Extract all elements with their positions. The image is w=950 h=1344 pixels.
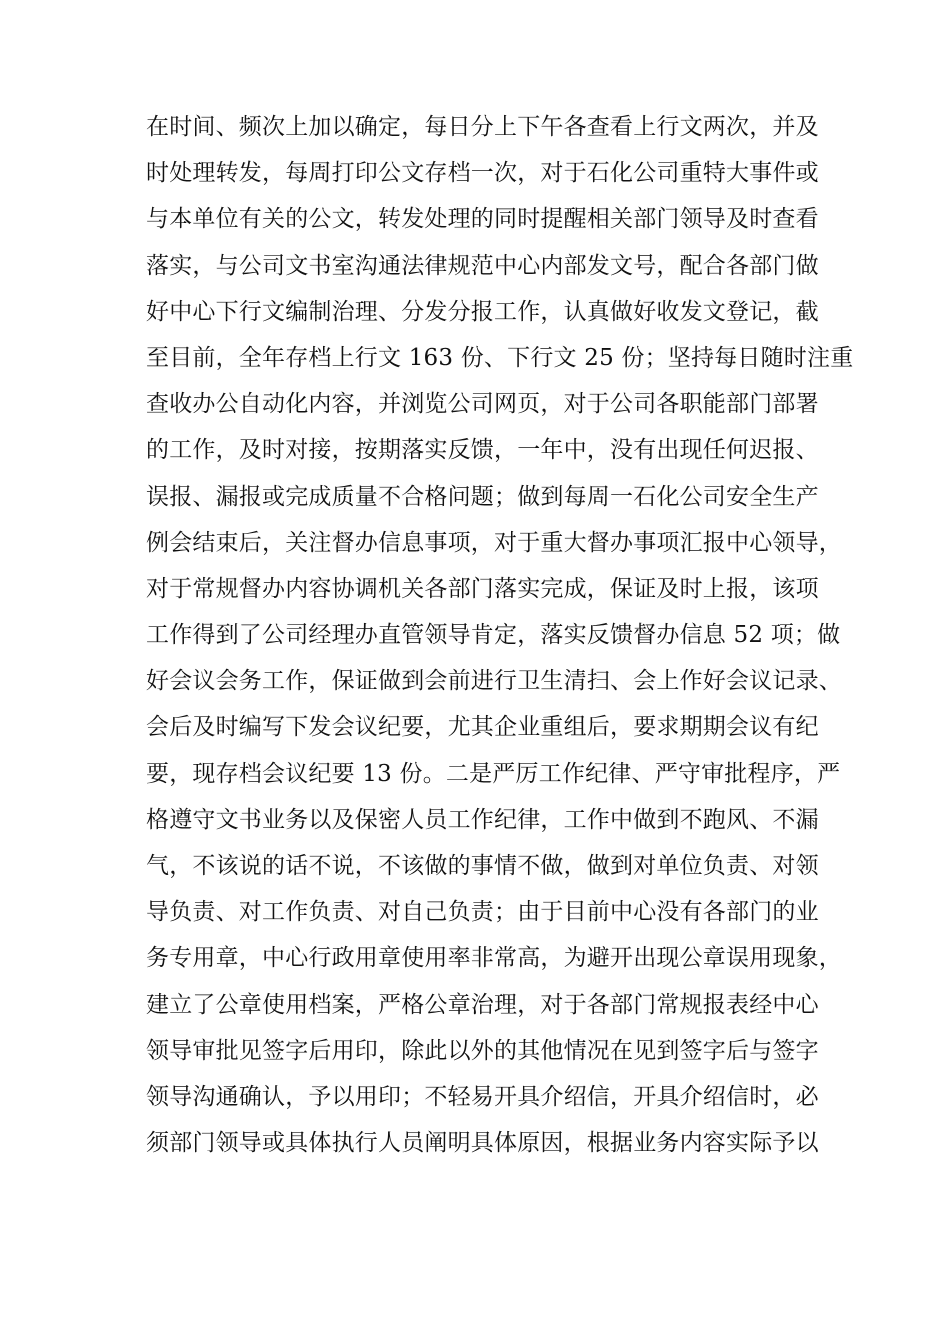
text-line: 误报、漏报或完成质量不合格问题；做到每周一石化公司安全生产 [146,483,819,510]
text-line: 在时间、频次上加以确定，每日分上下午各查看上行文两次，并及 [146,114,819,140]
text-line: 工作得到了公司经理办直管领导肯定，落实反馈督办信息 52 项；做 [146,622,841,649]
text-line: 气，不该说的话不说，不该做的事情不做，做到对单位负责、对领 [146,853,819,879]
text-line: 领导沟通确认，予以用印；不轻易开具介绍信，开具介绍信时，必 [146,1083,819,1110]
text-line: 好会议会务工作，保证做到会前进行卫生清扫、会上作好会议记录、 [146,668,842,695]
text-line: 好中心下行文编制治理、分发分报工作，认真做好收发文登记，截 [146,298,819,325]
text-line: 时处理转发，每周打印公文存档一次，对于石化公司重特大事件或 [146,160,819,187]
text-line: 对于常规督办内容协调机关各部门落实完成，保证及时上报，该项 [146,575,819,602]
text-line: 例会结束后，关注督办信息事项，对于重大督办事项汇报中心领导， [146,529,842,556]
text-line: 建立了公章使用档案，严格公章治理，对于各部门常规报表经中心 [146,991,819,1018]
text-line: 查收办公自动化内容，并浏览公司网页，对于公司各职能部门部署 [146,391,819,418]
text-line: 会后及时编写下发会议纪要，尤其企业重组后，要求期期会议有纪 [146,714,819,741]
body-text [146,104,854,1166]
text-line: 导负责、对工作负责、对自己负责；由于目前中心没有各部门的业 [146,899,819,926]
text-line: 要，现存档会议纪要 13 份。二是严厉工作纪律、严守审批程序，严 [146,760,841,787]
text-line: 至目前，全年存档上行文 163 份、下行文 25 份；坚持每日随时注重 [146,344,854,371]
text-line: 须部门领导或具体执行人员阐明具体原因，根据业务内容实际予以 [146,1130,819,1157]
text-line: 领导审批见签字后用印，除此以外的其他情况在见到签字后与签字 [146,1037,819,1064]
text-line: 格遵守文书业务以及保密人员工作纪律，工作中做到不跑风、不漏 [146,806,819,833]
text-line: 务专用章，中心行政用章使用率非常高，为避开出现公章误用现象， [146,945,842,972]
text-line: 落实，与公司文书室沟通法律规范中心内部发文号，配合各部门做 [146,252,819,279]
text-line: 与本单位有关的公文，转发处理的同时提醒相关部门领导及时查看 [146,206,819,233]
text-line: 的工作，及时对接，按期落实反馈，一年中，没有出现任何迟报、 [146,437,819,464]
